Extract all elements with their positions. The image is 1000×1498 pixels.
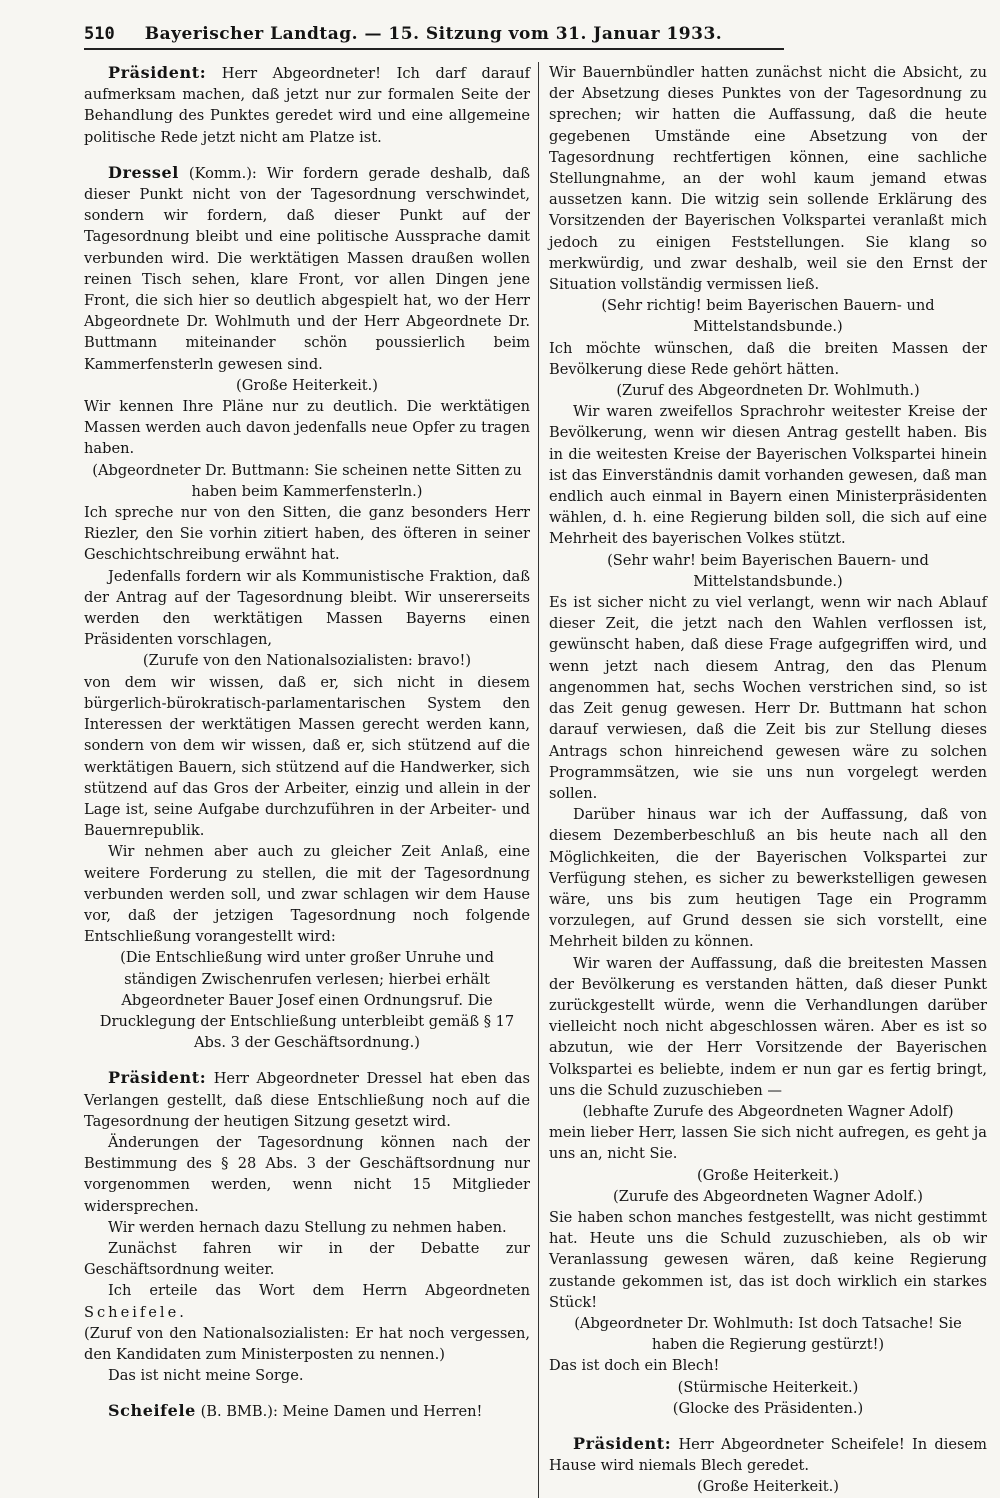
paragraph: Wir Bauernbündler hatten zunächst nicht die Absicht, zu der Absetzung dieses Punktes von der Tagesordnung zu sprechen; wir hatten die Auffassung, daß die heute gegebenen Umstände eine Absetzung von der Tagesordnung rechtfertigen können, eine sachliche Stellungnahme, an der wohl kaum jemand etwas aussetzen kann. Die witzig sein sollende Erklärung des Vorsitzenden der Bayerischen Volkspartei veranlaßt mich jedoch zu einigen Feststellungen. Sie klang so merkwürdig, und zwar deshalb, weil sie den Ernst der Situation vollständig vermissen ließ. bbox=[549, 64, 987, 294]
paragraph: Jedenfalls fordern wir als Kommunistische Fraktion, daß der Antrag auf der Tagesordnung bleibt. Wir unsererseits werden den werktätigen Massen Bayerns einen Präsidenten vorschlagen, bbox=[84, 567, 530, 649]
speech-text: Herr Abgeordneter! Ich darf darauf aufmerksam machen, daß jetzt nur zur formalen Seite der Behandlung des Punktes geredet wird und eine allgemeine politische Rede jetzt nicht am Platze ist. bbox=[84, 65, 530, 146]
paragraph: von dem wir wissen, daß er, sich nicht in diesem bürgerlich-bürokratisch-parlamentarischen System den Interessen der werktätigen Massen gerecht werden kann, sondern von dem wir wissen, daß er, sich stützend auf die werktätigen Bauern, sich stützend auf die Handwerker, sich stützend auf das Gros der Arbeiter, einzig und allein in der Lage ist, seine Aufgabe durchzuführen in der Arbeiter- und Bauernrepublik. bbox=[84, 673, 530, 840]
paragraph: Das ist doch ein Blech! bbox=[549, 1357, 720, 1375]
paragraph: Ich möchte wünschen, daß die breiten Massen der Bevölkerung diese Rede gehört hätten. bbox=[549, 339, 987, 378]
paragraph bbox=[84, 1400, 530, 1422]
interjection: (Stürmische Heiterkeit.) bbox=[677, 1378, 859, 1396]
paragraph: Änderungen der Tagesordnung können nach der Bestimmung des § 28 Abs. 3 der Geschäftsordnung nur vorgenommen werden, wenn nicht 15 Mitglieder widersprechen. bbox=[84, 1133, 530, 1215]
interjection: (Die Entschließung wird unter großer Unruhe und ständigen Zwischenrufen verlesen; hierbei erhält Abgeordneter Bauer Josef einen Ordnungsruf. Die Drucklegung der Entschließung unterbleibt gemäß § 17 Abs. 3 der Geschäftsordnung.) bbox=[99, 949, 515, 1052]
interjection: (Zurufe von den Nationalsozialisten: bravo!) bbox=[142, 652, 472, 670]
speech-text: Ich erteile das Wort dem Herrn Abgeordneten bbox=[108, 1282, 530, 1300]
paragraph: Zunächst fahren wir in der Debatte zur Geschäftsordnung weiter. bbox=[84, 1239, 530, 1279]
running-title: Bayerischer Landtag. — 15. Sitzung vom 31. Januar 1933. bbox=[144, 24, 723, 44]
paragraph bbox=[84, 62, 530, 148]
interjection: (Große Heiterkeit.) bbox=[697, 1478, 839, 1496]
paragraph: Wir waren zweifellos Sprachrohr weitester Kreise der Bevölkerung, wenn wir diesen Antrag gestellt haben. Bis in die weitesten Kreise der Bayerischen Volkspartei hinein ist das Einverständnis damit vorhanden gewesen, daß man endlich auch einmal in Bayern einen Ministerpräsidenten wählen, d. h. eine Regierung bilden soll, die sich auf eine Mehrheit des bayerischen Volkes stützt. bbox=[549, 403, 987, 548]
page-number: 510 bbox=[84, 24, 115, 44]
page-header bbox=[84, 24, 784, 50]
interjection: (Zuruf des Abgeordneten Dr. Wohlmuth.) bbox=[616, 382, 920, 400]
right-column bbox=[539, 62, 987, 1498]
speech-text: Herr Abgeordneter Dressel hat eben das Verlangen gestellt, daß diese Entschließung noch auf die Tagesordnung der heutigen Sitzung gesetzt wird. bbox=[84, 1070, 531, 1130]
text-columns bbox=[84, 62, 992, 1498]
paragraph: Wir kennen Ihre Pläne nur zu deutlich. Die werktätigen Massen werden auch davon jedenfalls neue Opfer zu tragen haben. bbox=[84, 398, 530, 458]
speaker-name: Scheifele bbox=[108, 1401, 196, 1421]
speaker-name: Präsident: bbox=[108, 63, 207, 82]
paragraph bbox=[84, 162, 530, 375]
interjection: (Abgeordneter Dr. Wohlmuth: Ist doch Tatsache! Sie haben die Regierung gestürzt!) bbox=[574, 1314, 962, 1354]
paragraph: Sie haben schon manches festgestellt, was nicht gestimmt hat. Heute uns die Schuld zuzuschieben, als ob wir Veranlassung gewesen wären, daß keine Regierung zustande gekommen ist, das ist doch wirklich ein starkes Stück! bbox=[549, 1208, 987, 1311]
paragraph bbox=[549, 1433, 987, 1476]
paragraph: Es ist sicher nicht zu viel verlangt, wenn wir nach Ablauf dieser Zeit, die jetzt nach den Wahlen verflossen ist, gewünscht haben, daß diese Frage aufgegriffen wird, und wenn jetzt nach diesem Antrag, den das Plenum angenommen hat, sechs Wochen verstrichen sind, so ist das Zeit genug gewesen. Herr Dr. Buttmann hat schon darauf verwiesen, daß die Zeit bis zur Stellung dieses Antrags schon hinreichend gewesen wäre zu solchen Programmsätzen, wie sie uns nun vorgelegt werden sollen. bbox=[549, 594, 987, 802]
speaker-name: Dressel bbox=[108, 162, 179, 182]
left-column bbox=[84, 62, 539, 1498]
speaker-name: Präsident: bbox=[573, 1434, 672, 1453]
interjection: (Große Heiterkeit.) bbox=[697, 1166, 839, 1184]
paragraph: Darüber hinaus war ich der Auffassung, daß von diesem Dezemberbeschluß an bis heute nach all den Möglichkeiten, die der Bayerischen Volkspartei zur Verfügung stehen, es sicher zu bewerkstelligen gewesen wäre, uns bis zum heutigen Tage ein Programm vorzulegen, auf Grund dessen sie sich vorstellt, eine Mehrheit bilden zu können. bbox=[549, 806, 987, 951]
speech-text: Herr Abgeordneter Scheifele! In diesem Hause wird niemals Blech geredet. bbox=[549, 1436, 988, 1475]
interjection: (Zuruf von den Nationalsozialisten: Er hat noch vergessen, den Kandidaten zum Ministerposten zu nennen.) bbox=[84, 1324, 530, 1363]
interjection: (Abgeordneter Dr. Buttmann: Sie scheinen nette Sitten zu haben beim Kammerfensterln.) bbox=[92, 461, 522, 500]
interjection: (Glocke des Präsidenten.) bbox=[672, 1399, 864, 1417]
paragraph bbox=[84, 1280, 530, 1322]
interjection: (Sehr wahr! beim Bayerischen Bauern- und Mittelstandsbunde.) bbox=[607, 551, 929, 590]
interjection: (lebhafte Zurufe des Abgeordneten Wagner Adolf) bbox=[582, 1102, 954, 1120]
interjection: (Zurufe des Abgeordneten Wagner Adolf.) bbox=[613, 1187, 923, 1205]
paragraph: Wir nehmen aber auch zu gleicher Zeit Anlaß, eine weitere Forderung zu stellen, die mit der Tagesordnung verbunden werden soll, und zwar schlagen wir dem Hause vor, daß der jetzigen Tagesordnung noch folgende Entschließung vorangestellt wird: bbox=[84, 843, 530, 946]
speech-text: (B. BMB.): Meine Damen und Herren! bbox=[200, 1403, 483, 1421]
paragraph: Ich spreche nur von den Sitten, die ganz besonders Herr Riezler, den Sie vorhin zitiert haben, des öfteren in seiner Geschichtschreibung erwähnt hat. bbox=[84, 504, 530, 564]
interjection: (Große Heiterkeit.) bbox=[236, 376, 378, 394]
speech-text: (Komm.): Wir fordern gerade deshalb, daß dieser Punkt nicht von der Tagesordnung verschwindet, sondern wir fordern, daß dieser Punkt auf der Tagesordnung bleibt und eine politische Aussprache damit verbunden wird. Die werktätigen Massen draußen wollen reinen Tisch sehen, klare Front, vor allen Dingen jene Front, die sich hier so deutlich abgespielt hat, wo der Herr Abgeordnete Dr. Wohlmuth und der Herr Abgeordnete Dr. Buttmann miteinander schön poussierlich beim Kammerfensterln gewesen sind. bbox=[84, 164, 531, 373]
member-name: Scheifele. bbox=[84, 1303, 187, 1321]
paragraph: Das ist nicht meine Sorge. bbox=[108, 1367, 304, 1385]
paragraph: Wir werden hernach dazu Stellung zu nehmen haben. bbox=[108, 1218, 507, 1236]
interjection: (Sehr richtig! beim Bayerischen Bauern- und Mittelstandsbunde.) bbox=[601, 297, 935, 336]
speaker-name: Präsident: bbox=[108, 1068, 207, 1088]
paragraph bbox=[84, 1067, 530, 1132]
paragraph: Wir waren der Auffassung, daß die breitesten Massen der Bevölkerung es verstanden hätten, daß dieser Punkt zurückgestellt würde, wenn die Verhandlungen darüber vielleicht noch nicht abgeschlossen wären. Aber es ist so abzutun, wie der Herr Vorsitzende der Bayerischen Volkspartei es beliebte, indem er nun gar es fertig bringt, uns die Schuld zuzuschieben — bbox=[549, 954, 987, 1099]
paragraph: mein lieber Herr, lassen Sie sich nicht aufregen, es geht ja uns an, nicht Sie. bbox=[549, 1124, 987, 1163]
